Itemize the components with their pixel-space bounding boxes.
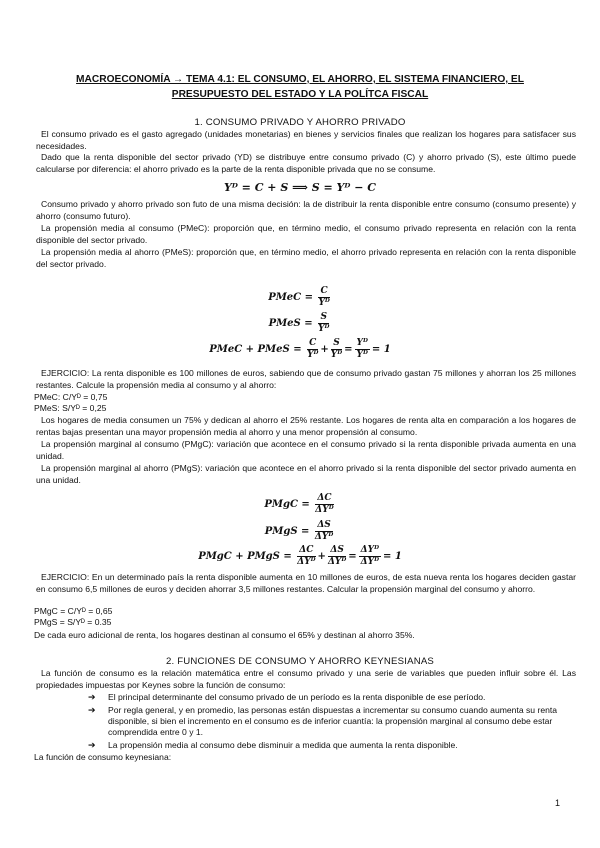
paragraph-funcion-keynesiana: La función de consumo keynesiana: (34, 752, 172, 762)
fraction-numerator: S (318, 312, 329, 324)
formula-msum-lhs: PMgC + PMgS = (198, 551, 292, 562)
list-item (88, 692, 574, 703)
formula-pmec-lhs: PMeC = (268, 292, 313, 303)
formula-pmgs-lhs: PMgS = (264, 526, 310, 537)
page-number: 1 (554, 798, 560, 808)
fraction-dc-dyd (297, 545, 315, 568)
paragraph-pmec: La propensión media al consumo (PMeC): proporción que, en término medio, el consumo privado representa en relación con la renta disponible del sector privado. (36, 223, 576, 245)
fraction-numerator: ΔC (315, 493, 333, 505)
formula-sum-lhs: PMeC + PMeS = (209, 344, 302, 355)
fraction-denominator: ΔYᴰ (327, 557, 347, 567)
fraction-c-yd (307, 338, 318, 361)
paragraph-consumo-definicion: El consumo privado es el gasto agregado (unidades monetarias) en bienes y servicios finales que realizan los hogares para satisfacer sus necesidades. (36, 129, 576, 151)
fraction-numerator: S (331, 338, 342, 350)
title-line-1: MACROECONOMÍA → TEMA 4.1: EL CONSUMO, EL AHORRO, EL SISTEMA FINANCIERO, EL (76, 74, 524, 85)
fraction-s-yd (331, 338, 342, 361)
fraction-yd-yd (355, 338, 370, 361)
fraction-ds-dyd (328, 545, 346, 568)
exercise-1-text: La renta disponible es 100 millones de euros, sabiendo que de consumo privado gastan 75 millones y ahorran los 25 millones restantes. Calcule la propensión media al consumo y al ahorro: (36, 368, 576, 390)
fraction-numerator: ΔS (328, 545, 346, 557)
fraction-numerator: ΔYᴰ (360, 545, 379, 555)
list-item (88, 740, 574, 751)
formula-pmgc-fraction (315, 493, 333, 516)
fraction-denominator: ΔYᴰ (297, 557, 316, 567)
formula-pmes-lhs: PMeS = (268, 318, 313, 329)
title-line-2: PRESUPUESTO DEL ESTADO Y LA POLÍTCA FISCAL (171, 89, 429, 100)
paragraph-hogares-media: Los hogares de media consumen un 75% y dedican al ahorro el 25% restante. Los hogares de renta alta en comparación a los hogares de rentas bajas presentan una mayor propensión media al ahorro y una menor propensión al consumo. (36, 415, 576, 437)
fraction-denominator: Yᴰ (318, 298, 330, 308)
section-2-heading: 2. FUNCIONES DE CONSUMO Y AHORRO KEYNESIANAS (165, 656, 435, 667)
formula-pmg-sum: PMgC + PMgS = $\frac{\Delta C}{\text{ΔYᴰ}}$ + $\frac{\Delta S}{\text{ΔYᴰ}}$ = $\frac{\text{ΔYᴰ}}{\text{ΔYᴰ}}$ = 1 (198, 545, 402, 567)
fraction-numerator: Yᴰ (356, 338, 368, 348)
formula-pmes (0, 312, 600, 335)
fraction-numerator: C (307, 338, 318, 350)
fraction-denominator: Yᴰ (356, 350, 368, 360)
formula-pmec (0, 286, 600, 309)
formula-pmgc (0, 493, 600, 516)
formula-pmes-fraction (318, 312, 329, 335)
section-1-heading: 1. CONSUMO PRIVADO Y AHORRO PRIVADO (194, 117, 406, 128)
exercise-1 (36, 368, 576, 391)
fraction-denominator: Yᴰ (330, 350, 343, 360)
fraction-denominator: Yᴰ (307, 350, 319, 360)
formula-renta-identidad: Yᴰ = C + S ⟹ S = Yᴰ − C (223, 181, 377, 194)
paragraph-funcion-consumo: La función de consumo es la relación matemática entre el consumo privado y una serie de variables que pueden influir sobre él. Las propiedades impuestas por Keynes sobre la función de consumo: (36, 668, 576, 690)
paragraph-pmgs: La propensión marginal al ahorro (PMgS): variación que acontece en el ahorro privado si la renta disponible del sector privado aumenta en una unidad. (36, 463, 576, 485)
exercise-1-answer-b: PMeS: S/Yᴰ = 0,25 (34, 403, 107, 413)
formula-pme-sum: PMeC + PMeS = $\frac{C}{\text{Yᴰ}}$ + $\frac{S}{\text{Yᴰ}}$ = $\frac{\text{Yᴰ}}{\text{Yᴰ}}$ = 1 (209, 338, 391, 360)
formula-msum-rhs: = 1 (382, 551, 402, 562)
list-item-text: Por regla general, y en promedio, las personas están dispuestas a incrementar su consumo cuando aumenta su renta disponible, si bien el incremento en el consumo es de inferior cuantía: la propensión marginal al consumo debe estar comprendida entre 0 y 1. (108, 705, 558, 737)
fraction-denominator: ΔYᴰ (314, 532, 334, 542)
paragraph-pmgc: La propensión marginal al consumo (PMgC): variación que acontece en el consumo privado si la renta disponible privada aumenta en una unidad. (36, 439, 576, 461)
paragraph-renta-disponible: Dado que la renta disponible del sector privado (YD) se distribuye entre consumo privado (C) y ahorro privado (S), este último puede calcularse por diferencia: el ahorro privado es la parte de la renta disponible privada que no se consume. (36, 152, 576, 174)
fraction-denominator: Yᴰ (318, 324, 330, 334)
exercise-1-label: EJERCICIO: (41, 368, 90, 378)
exercise-2-answer-b: PMgS = S/Yᴰ = 0.35 (34, 617, 112, 627)
exercise-2-answer-a: PMgC = C/Yᴰ = 0,65 (34, 606, 113, 616)
formula-sum-rhs: = 1 (371, 344, 391, 355)
arrow-bullet-icon: ➔ (88, 692, 96, 702)
arrow-bullet-icon: ➔ (88, 740, 96, 750)
formula-pmgs (0, 520, 600, 543)
list-item (88, 705, 574, 738)
formula-pmec-fraction (318, 286, 329, 309)
fraction-numerator: ΔC (297, 545, 315, 557)
fraction-numerator: ΔS (315, 520, 333, 532)
list-item-text: El principal determinante del consumo privado de un período es la renta disponible de ese período. (108, 692, 486, 702)
exercise-2 (36, 572, 576, 595)
formula-pmgs-fraction (315, 520, 333, 543)
paragraph-pmes: La propensión media al ahorro (PMeS): proporción que, en término medio, el ahorro privado representa en relación con la renta disponible del sector privado. (36, 247, 576, 269)
fraction-denominator: ΔYᴰ (360, 557, 379, 567)
list-item-text: La propensión media al consumo debe disminuir a medida que aumenta la renta disponible. (108, 740, 458, 750)
exercise-2-text: En un determinado país la renta disponible aumenta en 10 millones de euros, de esta nueva renta los hogares deciden gastar en consumo 6,5 millones de euros y deciden ahorrar 3,5 millones restantes. Calcular la propensión marginal del consumo y ahorro. (36, 572, 576, 594)
arrow-bullet-icon: ➔ (88, 705, 96, 715)
paragraph-decision: Consumo privado y ahorro privado son futo de una misma decisión: la de distribuir la renta disponible entre consumo (consumo presente) y ahorro (consumo futuro). (36, 199, 576, 221)
formula-pmgc-lhs: PMgC = (264, 499, 310, 510)
fraction-dyd-dyd (359, 545, 381, 568)
exercise-1-answer-a: PMeC: C/Yᴰ = 0,75 (34, 392, 108, 402)
fraction-denominator: ΔYᴰ (315, 505, 334, 515)
document-title (30, 72, 570, 102)
fraction-numerator: C (318, 286, 329, 298)
exercise-2-label: EJERCICIO: (41, 572, 90, 582)
exercise-2-conclusion: De cada euro adicional de renta, los hogares destinan al consumo el 65% y destinan al ahorro 35%. (34, 630, 415, 640)
